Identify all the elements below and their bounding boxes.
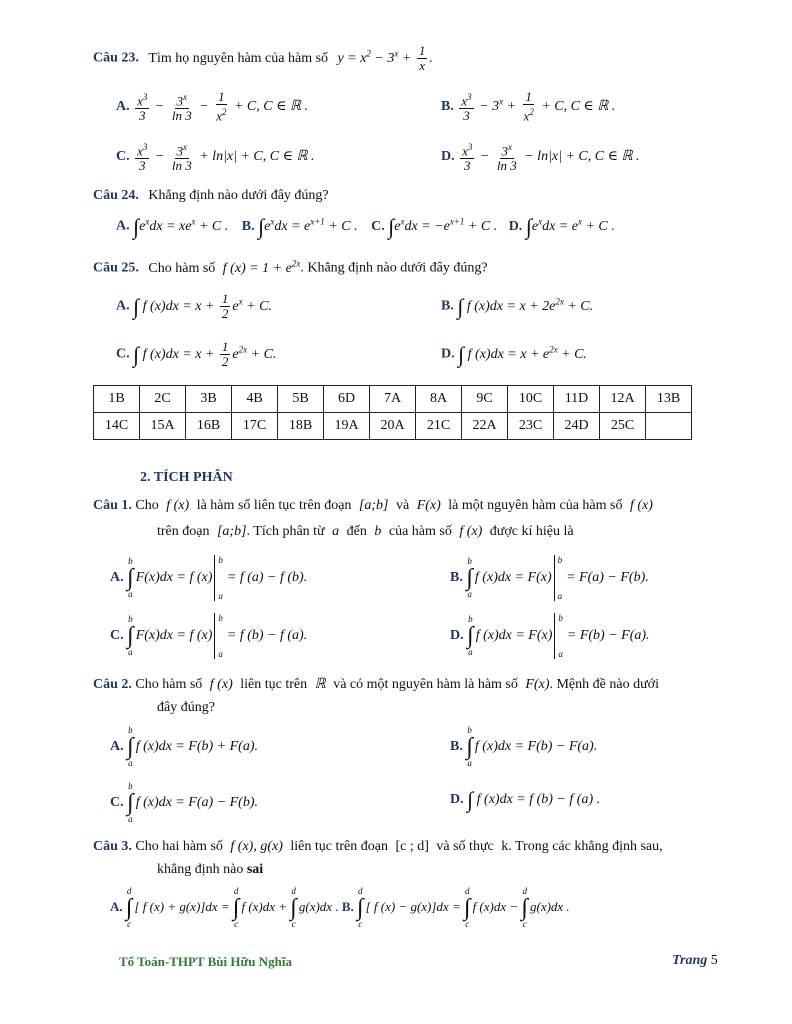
c2-option-b[interactable]: B. b ∫ a f (x)dx = F(b) − F(a).: [450, 725, 598, 768]
q24-option-b[interactable]: B. $\int e^xdx = e^{x+1} + C$ .: [241, 213, 358, 239]
c1-text-9: được kí hiệu là: [489, 524, 574, 539]
q25-function: f $(x) = 1 + e^{2x}$: [222, 258, 301, 276]
c2-text-2: liên tục trên: [240, 677, 308, 692]
answer-table: [93, 385, 692, 440]
q23-stem: [93, 44, 433, 73]
c1-text-5: trên đoạn: [157, 524, 210, 539]
q25-option-a-label: A.: [116, 298, 130, 314]
q23-option-d[interactable]: [441, 140, 640, 173]
c3-text-5: khẳng định nào: [157, 862, 244, 877]
q23-label: Câu 23.: [93, 50, 139, 66]
c3-text-2: liên tục trên đoạn: [290, 839, 388, 854]
footer-school: Tổ Toán-THPT Bùi Hữu Nghĩa: [119, 954, 293, 969]
answer-cell: 17C: [232, 413, 278, 440]
q24-options: [116, 213, 615, 239]
c3-text-3: và số thực: [436, 839, 494, 854]
answer-cell: 12A: [600, 386, 646, 413]
q25-label: Câu 25.: [93, 260, 139, 276]
c2-line2: đây đúng?: [157, 700, 215, 715]
q24-label: Câu 24.: [93, 188, 139, 203]
answer-cell: 6D: [324, 386, 370, 413]
c1-label: Câu 1.: [93, 498, 132, 513]
q25-option-d[interactable]: D. ∫ f $(x)dx = x + e^{2x} + C$.: [441, 341, 587, 367]
c2-option-c[interactable]: C. b ∫ a f (x)dx = F(a) − F(b).: [110, 781, 258, 824]
q25-option-c-label: C.: [116, 346, 130, 362]
answer-cell: 16B: [186, 413, 232, 440]
q23-option-a-label: A.: [116, 98, 130, 114]
c3-text-4: . Trong các khẳng định sau,: [508, 839, 663, 854]
c3-option-a[interactable]: A. d ∫ c [ f (x) + g(x)]dx = d ∫ c f (x)dx + d ∫ c g(x)dx . B. d ∫ c [ f (x) − g(x)]dx = d ∫ c f (x)dx − d ∫ c g(x)dx .: [110, 886, 570, 929]
c3-text-6: sai: [246, 862, 264, 877]
q25-option-d-label: D.: [441, 346, 455, 362]
q23-option-d-math: $\frac{x^3}{3}$ − $\frac{3^x}{\ln 3}$ − ln|x| + C, C ∈ ℝ .: [462, 142, 640, 174]
answer-cell: 22A: [462, 413, 508, 440]
c2-line1: Câu 2. Cho hàm số f (x) liên tục trên ℝ và có một nguyên hàm là hàm số F(x). Mệnh đề nào dưới: [93, 677, 659, 692]
c1-option-c-label: C.: [110, 628, 124, 644]
answer-cell: 20A: [370, 413, 416, 440]
c3-option-a-label: A.: [110, 898, 123, 914]
q24-option-d-label: D.: [508, 218, 523, 234]
footer-page-number: 5: [710, 953, 718, 968]
answer-row: [94, 386, 692, 413]
q23-option-b-math: $\frac{x^3}{3}$ − $3^x$ + $\frac{1}{x^2}$ + C, C ∈ ℝ .: [461, 89, 616, 124]
q23-option-c-label: C.: [116, 148, 130, 164]
answer-cell: 8A: [416, 386, 462, 413]
c1-option-b[interactable]: B. b ∫ a f (x)dx = F(x) b a = F(a) − F(b).: [450, 555, 649, 601]
c1-option-b-label: B.: [450, 570, 463, 586]
q25-text-before: Cho hàm số: [148, 260, 216, 276]
c1-text-4: là một nguyên hàm của hàm số: [448, 498, 623, 513]
answer-cell: 24D: [554, 413, 600, 440]
q24-text: Khẳng định nào dưới đây đúng?: [148, 188, 329, 203]
c1-option-c[interactable]: C. b ∫ a F(x)dx = f (x) b a = f (b) − f (a).: [110, 613, 308, 659]
q24-option-c[interactable]: C. $\int e^xdx = -e^{x+1} + C$ .: [371, 213, 498, 239]
q23-option-c[interactable]: [116, 140, 315, 173]
c1-text-8: của hàm số: [388, 524, 452, 539]
answer-cell: 2C: [140, 386, 186, 413]
q25-option-b-label: B.: [441, 298, 454, 314]
answer-cell: 21C: [416, 413, 462, 440]
c2-option-b-label: B.: [450, 739, 463, 755]
answer-cell: 18B: [278, 413, 324, 440]
answer-cell: 7A: [370, 386, 416, 413]
answer-cell: 15A: [140, 413, 186, 440]
c2-option-d[interactable]: D. ∫ f (x)dx = f (b) − f (a) .: [450, 786, 601, 812]
c1-text-7: đến: [346, 524, 367, 539]
answer-cell: 9C: [462, 386, 508, 413]
answer-cell: 19A: [324, 413, 370, 440]
q23-option-d-label: D.: [441, 148, 455, 164]
q23-text: Tìm họ nguyên hàm của hàm số: [148, 50, 329, 66]
answer-cell: 5B: [278, 386, 324, 413]
c1-option-a[interactable]: A. b ∫ a F(x)dx = f (x) b a = f (a) − f (b).: [110, 555, 308, 601]
q24-option-c-label: C.: [371, 218, 385, 234]
q24-option-b-label: B.: [241, 218, 255, 234]
answer-cell: 23C: [508, 413, 554, 440]
c1-option-d-label: D.: [450, 628, 464, 644]
q23-option-a-math: $\frac{x^3}{3}$ − $\frac{3^x}{\ln 3}$ − $\frac{1}{x^2}$ + C, C ∈ ℝ .: [137, 89, 309, 124]
answer-cell: 1B: [94, 386, 140, 413]
c1-option-d[interactable]: D. b ∫ a f (x)dx = F(x) b a = F(b) − F(a).: [450, 613, 650, 659]
q23-option-b[interactable]: [441, 90, 615, 123]
c2-label: Câu 2.: [93, 677, 132, 692]
answer-cell: 25C: [600, 413, 646, 440]
c1-line1: Câu 1. Cho f (x) là hàm số liên tục trên đoạn [a;b] và F(x) là một nguyên hàm của hàm số f (x): [93, 498, 653, 513]
c1-text-6: . Tích phân từ: [246, 524, 325, 539]
answer-cell: 10C: [508, 386, 554, 413]
c2-text-4: . Mệnh đề nào dưới: [549, 677, 659, 692]
q24-option-a[interactable]: A. $\int e^xdx = xe^x + C$ .: [116, 213, 229, 239]
answer-cell: [646, 413, 692, 440]
q24-option-d[interactable]: D. $\int e^xdx = e^x + C$ .: [508, 213, 615, 239]
c1-text-1: Cho: [135, 498, 159, 513]
c3-line2: [157, 862, 263, 878]
answer-cell: 4B: [232, 386, 278, 413]
c3-option-b-label: B.: [341, 898, 354, 914]
answer-cell: 3B: [186, 386, 232, 413]
c2-option-d-label: D.: [450, 792, 464, 807]
footer-page-label: Trang: [672, 953, 708, 968]
q25-stem: [93, 258, 488, 277]
c1-option-a-label: A.: [110, 570, 124, 586]
footer-page: [672, 953, 718, 969]
q25-option-a[interactable]: A. ∫ f (x)dx = x + $\frac{1}{2}$ $e^x + C$.: [116, 291, 272, 321]
section-title: 2. TÍCH PHÂN: [140, 470, 233, 485]
c2-text-3: và có một nguyên hàm là hàm số: [333, 677, 518, 692]
c3-text-1: Cho hai hàm số: [135, 839, 223, 854]
q25-option-c[interactable]: C. ∫ f (x)dx = x + $\frac{1}{2}$ $e^{2x} + C$.: [116, 339, 277, 369]
answer-cell: 13B: [646, 386, 692, 413]
c1-text-2: là hàm số liên tục trên đoạn: [196, 498, 352, 513]
c2-option-a[interactable]: A. b ∫ a f (x)dx = F(b) + F(a).: [110, 725, 258, 768]
c3-line1: Câu 3. Cho hai hàm số f (x), g(x) liên tục trên đoạn [c ; d] và số thực k. Trong các khẳng định sau,: [93, 839, 663, 854]
q23-function: $y = x^2 - 3^x$ + $\frac{1}{x}$ .: [337, 43, 433, 73]
q24-option-a-label: A.: [116, 218, 130, 234]
q24-stem: [93, 188, 329, 204]
c2-option-c-label: C.: [110, 795, 124, 811]
q25-option-b[interactable]: B. ∫ f $(x)dx = x + 2e^{2x} + C$.: [441, 293, 594, 319]
c2-option-a-label: A.: [110, 739, 124, 755]
q23-option-c-math: $\frac{x^3}{3}$ − $\frac{3^x}{\ln 3}$ + ln|x| + C, C ∈ ℝ .: [137, 142, 315, 174]
c1-text-3: và: [395, 498, 410, 513]
answer-cell: 11D: [554, 386, 600, 413]
q23-option-a[interactable]: [116, 90, 308, 123]
q25-text-after: . Khẳng định nào dưới đây đúng?: [300, 260, 488, 276]
c3-label: Câu 3.: [93, 839, 132, 854]
c2-text-1: Cho hàm số: [135, 677, 203, 692]
c1-line2: trên đoạn [a;b]. Tích phân từ a đến b của hàm số f (x) được kí hiệu là: [157, 524, 574, 539]
q23-option-b-label: B.: [441, 98, 454, 114]
answer-cell: 14C: [94, 413, 140, 440]
answer-row: [94, 413, 692, 440]
